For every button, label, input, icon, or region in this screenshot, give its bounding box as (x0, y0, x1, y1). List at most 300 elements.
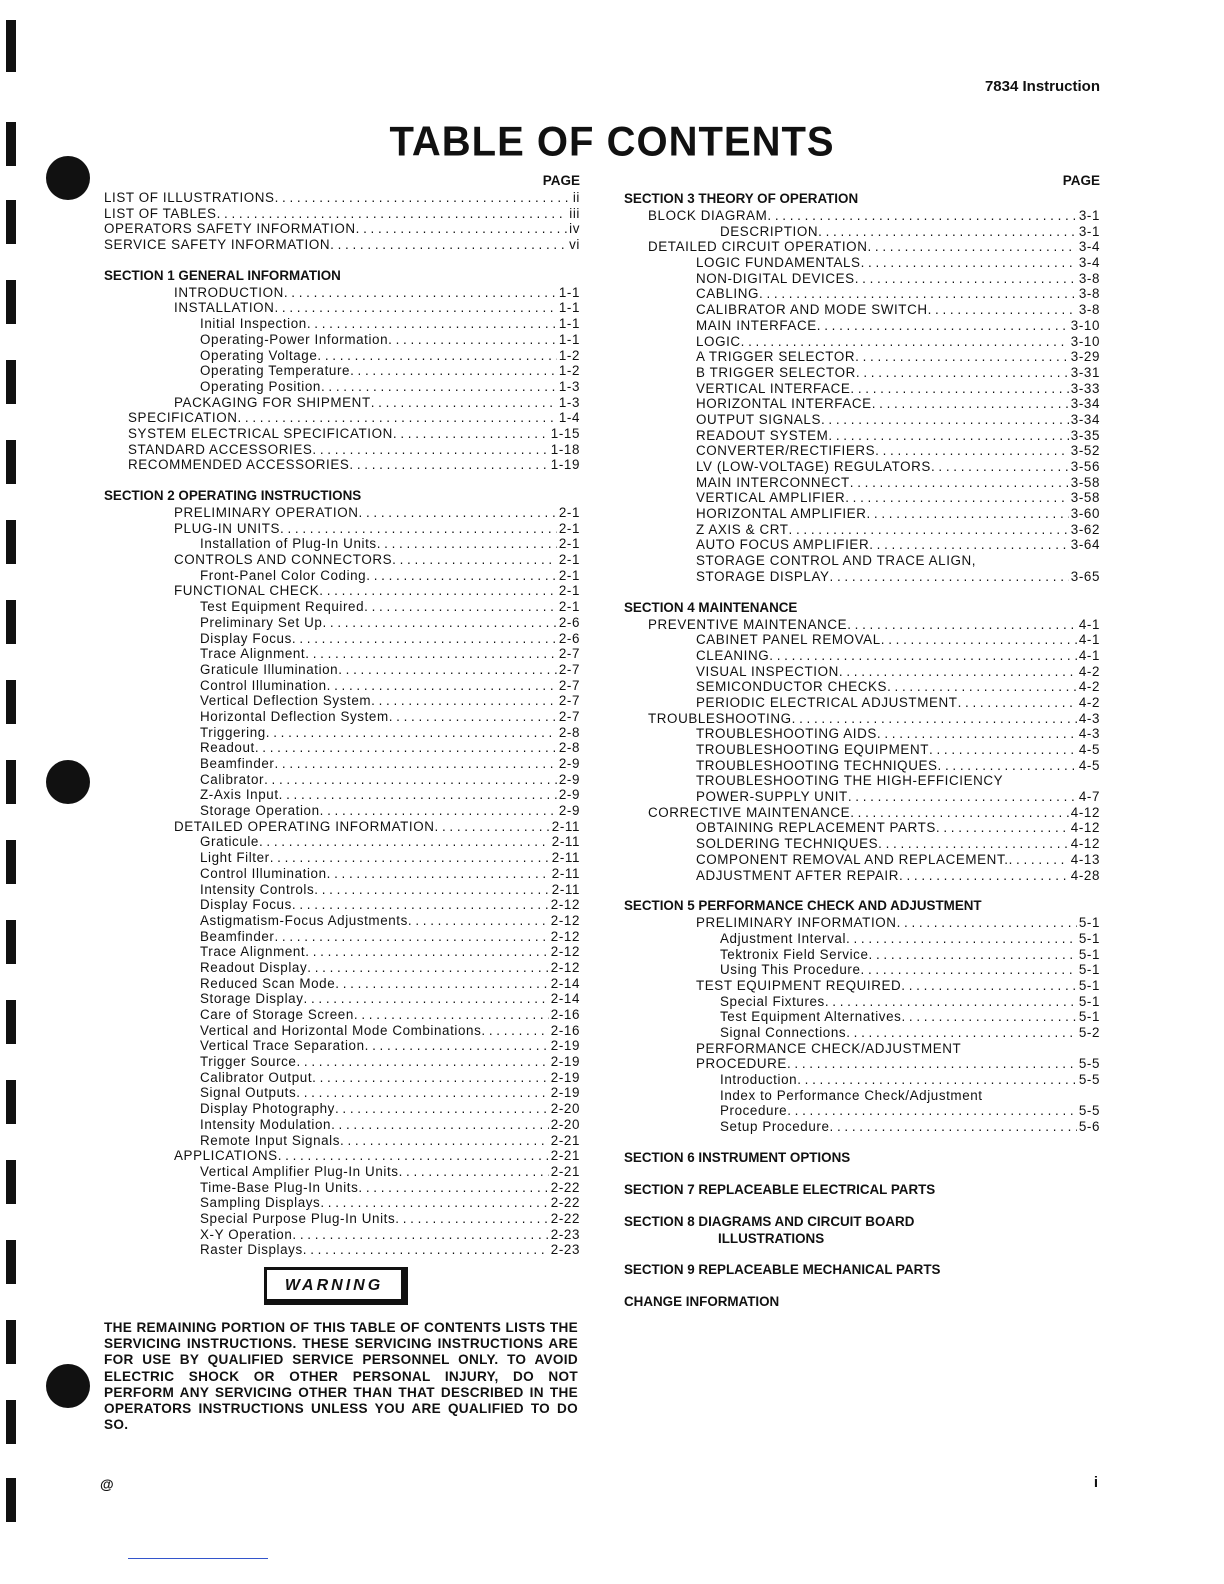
toc-entry[interactable] (624, 632, 1100, 648)
page-title: TABLE OF CONTENTS (389, 118, 835, 166)
toc-entry[interactable] (104, 206, 580, 222)
toc-entry[interactable] (104, 740, 580, 756)
toc-entry[interactable] (104, 457, 580, 473)
dot-leader (818, 224, 1077, 240)
toc-entry-page: 2-11 (551, 834, 580, 850)
toc-entry[interactable] (104, 693, 580, 709)
dot-leader (767, 208, 1076, 224)
toc-entry-title: Procedure (720, 1103, 788, 1119)
dot-leader (875, 443, 1069, 459)
toc-entry-page: 1-19 (550, 457, 580, 473)
toc-entry[interactable] (624, 1056, 1100, 1072)
dot-leader (931, 459, 1069, 475)
toc-entry[interactable] (104, 379, 580, 395)
dot-leader (317, 348, 556, 364)
dot-leader (356, 221, 567, 237)
toc-entry-title: CALIBRATOR AND MODE SWITCH (696, 302, 928, 318)
toc-entry[interactable] (104, 850, 580, 866)
toc-entry[interactable] (104, 1007, 580, 1023)
dot-leader (846, 931, 1077, 947)
toc-entry[interactable] (624, 836, 1100, 852)
toc-entry[interactable] (624, 695, 1100, 711)
dot-leader (869, 537, 1069, 553)
dot-leader (279, 787, 557, 803)
toc-entry[interactable] (624, 286, 1100, 302)
dot-leader (867, 239, 1076, 255)
toc-entry[interactable] (624, 789, 1100, 805)
toc-entry-page: 1-3 (558, 394, 580, 410)
toc-entry-page: 2-9 (558, 756, 580, 771)
toc-entry[interactable] (624, 726, 1100, 742)
toc-entry-title: PROCEDURE (696, 1056, 787, 1072)
dot-leader (821, 412, 1069, 428)
toc-entry[interactable] (104, 834, 580, 850)
toc-entry-page: 3-34 (1070, 411, 1100, 427)
toc-entry[interactable] (624, 648, 1100, 664)
toc-entry[interactable] (104, 631, 580, 647)
toc-entry-title: LIST OF TABLES (104, 205, 217, 221)
toc-entry-page: 2-23 (550, 1242, 580, 1258)
toc-entry[interactable] (624, 396, 1100, 412)
dot-leader (787, 1103, 1077, 1119)
dot-leader (314, 882, 550, 898)
toc-entry-page: 4-2 (1078, 694, 1100, 710)
toc-section-heading: SECTION 4 MAINTENANCE (624, 599, 798, 615)
toc-entry[interactable] (624, 617, 1100, 633)
dot-leader (304, 991, 549, 1007)
dot-leader (330, 237, 567, 253)
toc-entry-title: Operating-Power Information (200, 331, 389, 347)
toc-entry-title: STORAGE DISPLAY (696, 568, 830, 584)
toc-entry[interactable] (104, 882, 580, 898)
toc-entry[interactable] (104, 929, 580, 945)
toc-entry-title: Adjustment Interval (720, 930, 847, 946)
toc-entry[interactable] (104, 363, 580, 379)
toc-entry-title: Light Filter (200, 850, 270, 866)
toc-entry[interactable] (624, 475, 1100, 491)
toc-entry[interactable] (104, 1211, 580, 1227)
dot-leader (320, 803, 557, 819)
toc-section-heading: SECTION 9 REPLACEABLE MECHANICAL PARTS (624, 1261, 941, 1277)
toc-entry-title: Front-Panel Color Coding (200, 567, 367, 583)
toc-section-heading: SECTION 1 GENERAL INFORMATION (104, 267, 341, 283)
toc-entry[interactable] (104, 772, 580, 788)
toc-entry[interactable] (104, 897, 580, 913)
dot-leader (817, 318, 1069, 334)
toc-entry-title: Z AXIS & CRT (696, 521, 789, 537)
toc-entry-title: VERTICAL INTERFACE (696, 380, 851, 396)
binding-mark (6, 360, 16, 404)
toc-entry-title: TROUBLESHOOTING TECHNIQUES (696, 757, 938, 773)
toc-entry[interactable] (624, 1009, 1100, 1025)
toc-entry-page: 5-1 (1078, 962, 1100, 978)
toc-entry-title: Operating Position (200, 378, 321, 394)
toc-entry[interactable] (104, 1195, 580, 1211)
toc-entry-page: iii (569, 205, 580, 221)
toc-entry-page: 4-7 (1078, 789, 1100, 805)
toc-entry[interactable] (104, 646, 580, 662)
toc-entry[interactable] (624, 1088, 1100, 1104)
binding-mark (6, 20, 16, 72)
toc-entry-page: 2-7 (558, 646, 580, 662)
toc-entry-title: Tektronix Field Service (720, 946, 869, 962)
toc-entry[interactable] (104, 1180, 580, 1196)
toc-entry-page: 2-14 (550, 991, 580, 1007)
dot-leader (830, 569, 1069, 585)
toc-entry[interactable] (624, 553, 1100, 569)
dot-leader (364, 599, 557, 615)
toc-entry-page: 3-4 (1078, 239, 1100, 255)
toc-entry[interactable] (104, 442, 580, 458)
toc-entry-page: 2-19 (550, 1085, 580, 1101)
toc-entry-title: Z-Axis Input (200, 787, 279, 803)
toc-left-column (104, 172, 580, 1258)
toc-entry-page: 4-1 (1078, 616, 1100, 632)
toc-entry-title: A TRIGGER SELECTOR (696, 349, 856, 365)
dot-leader (274, 300, 556, 316)
toc-entry-title: TROUBLESHOOTING AIDS (696, 726, 877, 742)
dot-leader (266, 725, 557, 741)
toc-entry[interactable] (104, 662, 580, 678)
dot-leader (789, 522, 1069, 538)
dot-leader (284, 285, 557, 301)
toc-entry[interactable] (624, 537, 1100, 553)
toc-entry[interactable] (104, 426, 580, 442)
toc-entry-title: Intensity Controls (200, 881, 315, 897)
toc-entry[interactable] (104, 536, 580, 552)
toc-entry-title: Storage Operation (200, 803, 320, 819)
toc-entry-page: 3-31 (1070, 364, 1100, 380)
toc-entry-page: 2-16 (550, 1007, 580, 1022)
toc-entry[interactable] (104, 348, 580, 364)
toc-entry-title: LOGIC (696, 333, 741, 349)
toc-entry[interactable] (624, 978, 1100, 994)
dot-leader (237, 410, 556, 426)
toc-entry[interactable] (104, 1070, 580, 1086)
toc-entry-title: APPLICATIONS (174, 1148, 278, 1164)
toc-entry[interactable] (104, 1101, 580, 1117)
toc-entry-page: 4-3 (1078, 710, 1100, 726)
binding-mark (6, 520, 16, 564)
toc-entry-title: CLEANING (696, 647, 770, 663)
toc-entry-page: 4-1 (1078, 632, 1100, 648)
toc-entry-title: B TRIGGER SELECTOR (696, 364, 856, 380)
toc-entry-page: 2-22 (550, 1210, 580, 1226)
toc-entry-page: 2-21 (550, 1148, 580, 1164)
toc-entry-page: 5-1 (1078, 915, 1100, 931)
toc-entry-page: 3-64 (1070, 537, 1100, 553)
toc-entry-page: 2-1 (558, 536, 580, 552)
toc-entry-page: 3-10 (1070, 333, 1100, 349)
toc-entry[interactable] (624, 302, 1100, 318)
toc-entry-title: PACKAGING FOR SHIPMENT (174, 394, 371, 410)
toc-entry[interactable] (104, 1148, 580, 1164)
toc-entry[interactable] (104, 1023, 580, 1039)
dot-leader (389, 709, 557, 725)
toc-entry[interactable] (104, 709, 580, 725)
toc-entry[interactable] (624, 947, 1100, 963)
binding-mark (6, 1080, 16, 1124)
toc-entry-title: Remote Input Signals (200, 1132, 341, 1148)
toc-entry[interactable] (624, 349, 1100, 365)
dot-leader (296, 1085, 549, 1101)
toc-entry-page: 2-1 (558, 599, 580, 615)
toc-entry-title: POWER-SUPPLY UNIT (696, 789, 848, 805)
toc-right-column (624, 172, 1100, 1311)
toc-entry[interactable] (104, 505, 580, 521)
toc-entry[interactable] (624, 742, 1100, 758)
toc-entry[interactable] (104, 725, 580, 741)
toc-entry-page: 5-1 (1078, 1009, 1100, 1025)
dot-leader (365, 1038, 549, 1054)
toc-entry-page: 2-9 (558, 787, 580, 803)
dot-leader (850, 381, 1068, 397)
warning-label: WARNING (264, 1267, 408, 1305)
toc-entry-page: 2-9 (558, 803, 580, 819)
toc-entry-title: CABLING (696, 286, 759, 302)
toc-entry-page: 2-21 (550, 1163, 580, 1179)
toc-entry-page: 5-1 (1078, 993, 1100, 1009)
toc-entry-page: 5-1 (1078, 946, 1100, 962)
toc-entry[interactable] (104, 237, 580, 253)
toc-entry[interactable] (624, 1103, 1100, 1119)
dot-leader (869, 947, 1077, 963)
dot-leader (354, 1007, 549, 1023)
toc-entry-title: LIST OF ILLUSTRATIONS (104, 190, 275, 205)
toc-entry-title: Intensity Modulation (200, 1116, 332, 1132)
dot-leader (303, 1242, 549, 1258)
toc-entry[interactable] (624, 334, 1100, 350)
toc-entry-title: Vertical Deflection System (200, 693, 372, 709)
dot-leader (274, 929, 548, 945)
toc-entry[interactable] (624, 365, 1100, 381)
toc-entry[interactable] (624, 428, 1100, 444)
toc-entry-title: OBTAINING REPLACEMENT PARTS (696, 820, 936, 836)
toc-entry-title: DETAILED CIRCUIT OPERATION (648, 239, 868, 255)
toc-entry[interactable] (104, 866, 580, 882)
toc-entry-title: COMPONENT REMOVAL AND REPLACEMENT. (696, 851, 1009, 867)
toc-entry[interactable] (104, 803, 580, 819)
toc-entry[interactable] (104, 976, 580, 992)
toc-entry[interactable] (104, 316, 580, 332)
toc-entry[interactable] (624, 208, 1100, 224)
dot-leader (393, 426, 549, 442)
toc-entry-title: PLUG-IN UNITS (174, 520, 281, 536)
toc-entry[interactable] (104, 599, 580, 615)
binding-mark (6, 1478, 16, 1522)
toc-entry[interactable] (624, 1072, 1100, 1088)
toc-entry[interactable] (104, 913, 580, 929)
toc-entry[interactable] (104, 552, 580, 568)
toc-entry-page: 4-28 (1070, 867, 1100, 883)
toc-entry-title: VERTICAL AMPLIFIER (696, 490, 846, 506)
punch-hole (46, 760, 90, 804)
dot-leader (399, 1164, 549, 1180)
toc-entry[interactable] (104, 410, 580, 426)
dot-leader (274, 756, 556, 772)
toc-entry[interactable] (624, 443, 1100, 459)
toc-entry[interactable] (104, 1133, 580, 1149)
toc-entry[interactable] (104, 615, 580, 631)
toc-entry-title: Beamfinder (200, 756, 275, 771)
toc-entry-page: 3-1 (1078, 223, 1100, 239)
toc-entry-page: 4-3 (1078, 726, 1100, 742)
toc-entry-title: PRELIMINARY INFORMATION (696, 915, 897, 931)
toc-entry[interactable] (624, 255, 1100, 271)
toc-entry[interactable] (104, 960, 580, 976)
toc-entry[interactable] (624, 679, 1100, 695)
toc-entry[interactable] (104, 819, 580, 835)
toc-entry-title: OPERATORS SAFETY INFORMATION (104, 221, 356, 237)
dot-leader (371, 693, 557, 709)
footer-mark: @ (100, 1476, 114, 1492)
toc-entry[interactable] (624, 490, 1100, 506)
toc-entry-page: 3-34 (1070, 396, 1100, 412)
dot-leader (855, 349, 1069, 365)
toc-entry-title: Trigger Source (200, 1054, 297, 1070)
toc-entry[interactable] (624, 381, 1100, 397)
toc-entry[interactable] (104, 521, 580, 537)
toc-entry-page: 2-1 (558, 552, 580, 568)
toc-entry-page: 2-14 (550, 975, 580, 991)
toc-entry[interactable] (104, 332, 580, 348)
toc-entry-page: 1-2 (558, 347, 580, 363)
toc-entry-title: Vertical and Horizontal Mode Combinations (200, 1022, 482, 1038)
toc-entry[interactable] (104, 583, 580, 599)
toc-entry[interactable] (104, 568, 580, 584)
toc-entry[interactable] (104, 1242, 580, 1258)
toc-entry-page: 5-2 (1078, 1025, 1100, 1040)
toc-entry[interactable] (624, 758, 1100, 774)
toc-entry-page: 2-9 (558, 771, 580, 787)
toc-entry[interactable] (104, 285, 580, 301)
dot-leader (377, 536, 557, 552)
toc-entry[interactable] (624, 1041, 1100, 1057)
toc-entry[interactable] (624, 271, 1100, 287)
toc-entry[interactable] (104, 1085, 580, 1101)
toc-entry-page: 2-1 (558, 567, 580, 583)
toc-entry[interactable] (624, 820, 1100, 836)
toc-entry-title: Graticule (200, 834, 259, 850)
toc-entry[interactable] (624, 459, 1100, 475)
toc-entry[interactable] (104, 787, 580, 803)
toc-entry[interactable] (624, 868, 1100, 884)
toc-entry-page: 2-1 (558, 505, 580, 520)
toc-entry-page: 2-8 (558, 724, 580, 740)
dot-leader (878, 836, 1069, 852)
toc-entry[interactable] (624, 506, 1100, 522)
dot-leader (312, 442, 548, 458)
toc-entry-title: SOLDERING TECHNIQUES (696, 836, 879, 852)
toc-entry[interactable] (624, 412, 1100, 428)
toc-entry[interactable] (624, 805, 1100, 821)
toc-entry-title: Control Illumination (200, 865, 327, 881)
toc-entry[interactable] (624, 224, 1100, 240)
toc-entry[interactable] (624, 1025, 1100, 1041)
toc-entry[interactable] (104, 1117, 580, 1133)
toc-entry[interactable] (104, 1038, 580, 1054)
toc-entry-title: Operating Voltage (200, 347, 318, 363)
toc-entry[interactable] (104, 221, 580, 237)
toc-entry-title: Readout (200, 740, 255, 756)
toc-entry-page: 3-62 (1070, 521, 1100, 537)
dot-leader (255, 740, 557, 756)
toc-entry-title: Storage Display (200, 991, 304, 1007)
toc-entry[interactable] (104, 1054, 580, 1070)
toc-entry-title: Calibrator (200, 771, 265, 787)
dot-leader (847, 617, 1077, 633)
toc-entry-title: Introduction (720, 1072, 798, 1088)
toc-entry-title: Vertical Amplifier Plug-In Units (200, 1163, 399, 1179)
toc-entry[interactable] (104, 395, 580, 411)
dot-leader (275, 190, 571, 206)
toc-entry[interactable] (624, 711, 1100, 727)
dot-leader (335, 976, 549, 992)
toc-entry-page: 2-21 (550, 1132, 580, 1148)
toc-entry[interactable] (624, 1119, 1100, 1135)
toc-entry[interactable] (624, 852, 1100, 868)
toc-entry-page: 3-29 (1070, 349, 1100, 365)
toc-entry[interactable] (624, 773, 1100, 789)
toc-entry-title: MAIN INTERCONNECT (696, 474, 850, 490)
toc-entry-title: Calibrator Output (200, 1069, 313, 1085)
toc-entry-title: Initial Inspection (200, 316, 307, 332)
toc-entry-page: 1-1 (558, 316, 580, 332)
toc-entry[interactable] (104, 1227, 580, 1243)
toc-entry[interactable] (104, 190, 580, 206)
toc-entry[interactable] (104, 991, 580, 1007)
toc-entry-page: 4-12 (1070, 804, 1100, 820)
toc-entry-title: Preliminary Set Up (200, 614, 323, 630)
toc-entry[interactable] (624, 522, 1100, 538)
toc-entry[interactable] (104, 944, 580, 960)
toc-entry-page: 2-12 (550, 928, 580, 944)
toc-entry[interactable] (624, 931, 1100, 947)
toc-entry-title: READOUT SYSTEM (696, 427, 829, 443)
toc-entry-title: Special Purpose Plug-In Units (200, 1210, 396, 1226)
toc-entry[interactable] (624, 915, 1100, 931)
toc-entry[interactable] (624, 994, 1100, 1010)
toc-entry-page: 5-5 (1078, 1072, 1100, 1088)
toc-entry[interactable] (104, 756, 580, 772)
toc-entry-title: Readout Display (200, 959, 308, 975)
toc-entry[interactable] (624, 664, 1100, 680)
dot-leader (887, 679, 1077, 695)
toc-entry[interactable] (104, 678, 580, 694)
scan-line (128, 1558, 268, 1559)
dot-leader (877, 726, 1077, 742)
binding-mark (6, 760, 16, 804)
toc-entry-page: 2-6 (558, 630, 580, 646)
binding-mark (6, 1000, 16, 1044)
toc-entry[interactable] (624, 239, 1100, 255)
toc-entry-title: Setup Procedure (720, 1119, 830, 1135)
toc-entry[interactable] (624, 569, 1100, 585)
toc-entry[interactable] (624, 318, 1100, 334)
toc-entry-page: 2-1 (558, 583, 580, 599)
toc-entry-title: RECOMMENDED ACCESSORIES (128, 457, 350, 473)
toc-entry-title: INSTALLATION (174, 300, 275, 316)
toc-entry-page: 2-22 (550, 1195, 580, 1211)
toc-entry-page: 2-12 (550, 944, 580, 960)
binding-mark (6, 200, 16, 244)
dot-leader (408, 913, 549, 929)
toc-entry[interactable] (624, 962, 1100, 978)
toc-entry[interactable] (104, 1164, 580, 1180)
dot-leader (759, 286, 1077, 302)
dot-leader (855, 271, 1077, 287)
toc-entry[interactable] (104, 300, 580, 316)
